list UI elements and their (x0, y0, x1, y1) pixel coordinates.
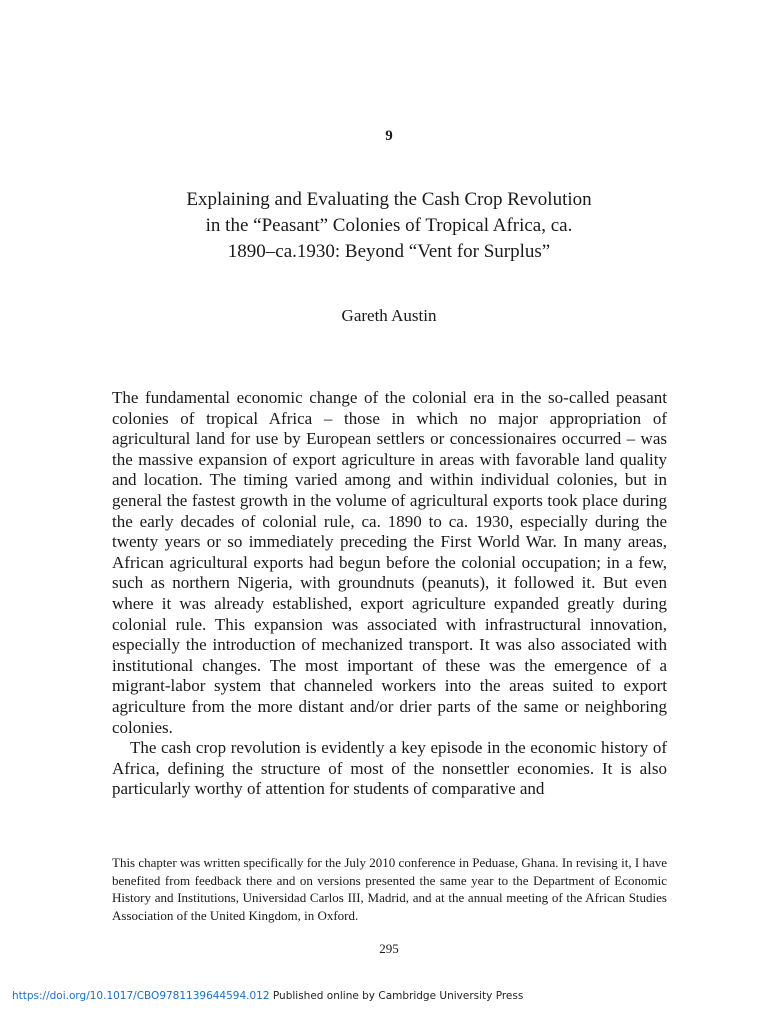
author-name: Gareth Austin (341, 306, 437, 325)
doi-link[interactable]: https://doi.org/10.1017/CBO9781139644594.012 (12, 990, 270, 1002)
published-online-text: Published online by Cambridge University Press (272, 990, 524, 1002)
body-paragraph-2: The cash crop revolution is evidently a key episode in the economic history of Africa, defining the structure of most of the nonsettler economies. It is also particularly worthy of attention for students of comparative and (112, 738, 667, 799)
chapter-title: Explaining and Evaluating the Cash Crop Revolution in the “Peasant” Colonies of Tropical Africa, ca. 1890–ca.1930: Beyond “Vent for Surplus” (186, 189, 592, 262)
chapter-number: 9 (385, 128, 393, 144)
page-number: 295 (379, 941, 399, 956)
body-text (112, 388, 667, 800)
footnote: This chapter was written specifically for the July 2010 conference in Peduase, Ghana. In revising it, I have benefited from feedback there and on versions presented the same year to the Department of Economic History and Institutions, Universidad Carlos III, Madrid, and at the annual meeting of the African Studies Association of the United Kingdom, in Oxford. (112, 855, 667, 923)
body-paragraph-1: The fundamental economic change of the colonial era in the so-called peasant colonies of tropical Africa – those in which no major appropriation of agricultural land for use by European settlers or concessionaires occurred – was the massive expansion of export agriculture in areas with favorable land quality and location. The timing varied among and within individual colonies, but in general the fastest growth in the volume of agricultural exports took place during the early decades of colonial rule, ca. 1890 to ca. 1930, especially during the twenty years or so immediately preceding the First World War. In many areas, African agricultural exports had begun before the colonial occupation; in a few, such as northern Nigeria, with groundnuts (peanuts), it followed it. But even where it was already established, export agriculture expanded greatly during colonial rule. This expansion was associated with infrastructural innovation, especially the introduction of mechanized transport. It was also associated with institutional changes. The most important of these was the emergence of a migrant-labor system that channeled workers into the areas suited to export agriculture from the more distant and/or drier parts of the same or neighboring colonies. (112, 388, 667, 737)
source-line (12, 990, 523, 1002)
